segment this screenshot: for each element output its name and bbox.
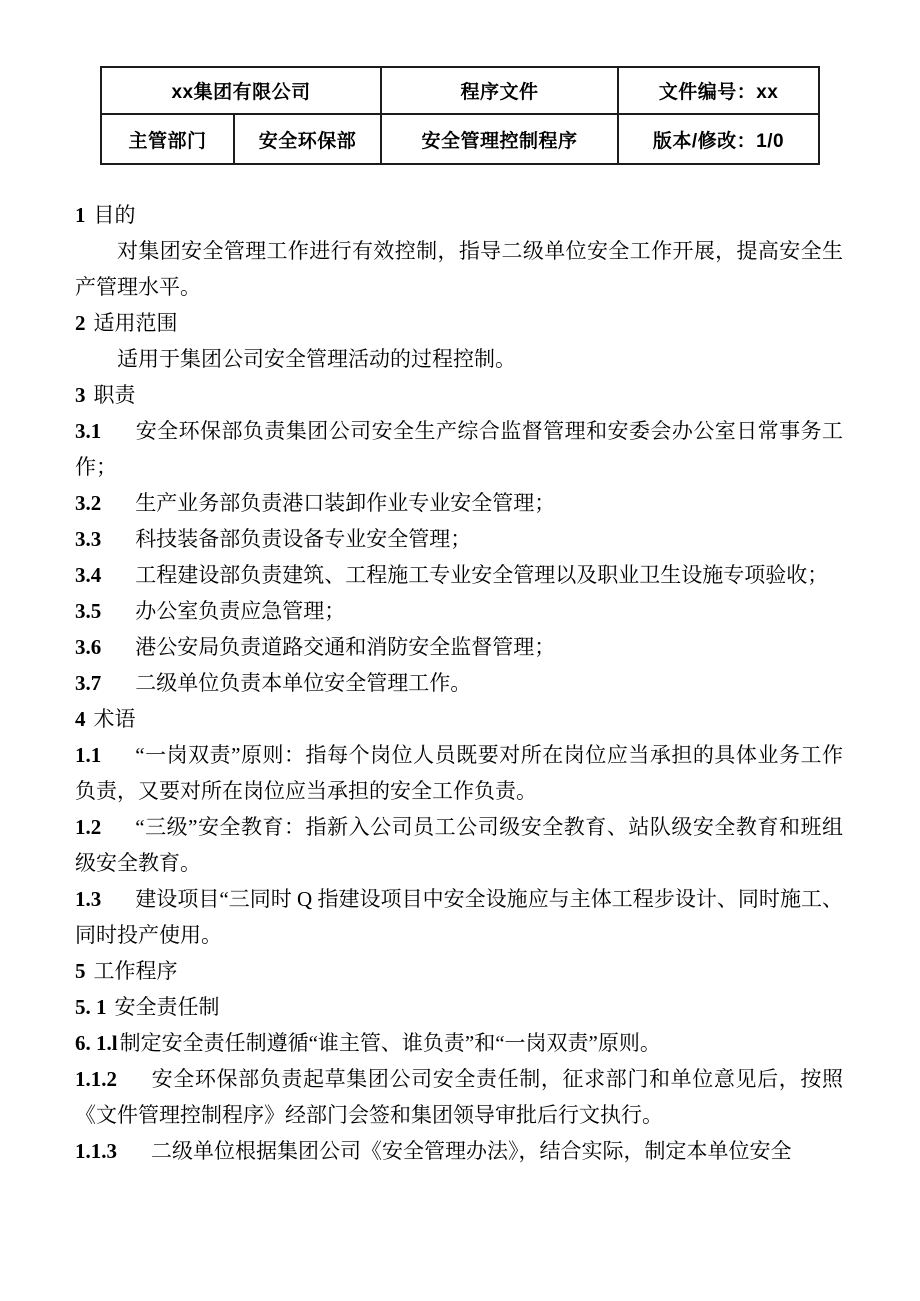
section-heading bbox=[75, 953, 843, 989]
paragraph-text: 适用于集团公司安全管理活动的过程控制。 bbox=[117, 347, 516, 371]
paragraph bbox=[75, 737, 843, 809]
paragraph-text: 安全责任制 bbox=[114, 995, 220, 1019]
dept-name-cell: 安全环保部 bbox=[234, 114, 381, 164]
paragraph bbox=[75, 1025, 843, 1061]
paragraph-text: 二级单位根据集团公司《安全管理办法》，结合实际，制定本单位安全 bbox=[151, 1139, 792, 1163]
paragraph bbox=[75, 881, 843, 953]
paragraph bbox=[75, 413, 843, 485]
paragraph-text: 安全环保部负责集团公司安全生产综合监督管理和安委会办公室日常事务工作； bbox=[75, 419, 843, 479]
paragraph bbox=[75, 233, 843, 305]
dept-label-cell: 主管部门 bbox=[101, 114, 234, 164]
paragraph bbox=[75, 809, 843, 881]
paragraph-text: 制定安全责任制遵循“谁主管、谁负责”和“一岗双责”原则。 bbox=[119, 1031, 661, 1055]
paragraph bbox=[75, 665, 843, 701]
paragraph bbox=[75, 1061, 843, 1133]
section-heading bbox=[75, 701, 843, 737]
paragraph-text: 二级单位负责本单位安全管理工作。 bbox=[135, 671, 472, 695]
section-heading bbox=[75, 377, 843, 413]
paragraph-text: 安全环保部负责起草集团公司安全责任制，征求部门和单位意见后，按照《文件管理控制程序》经部门会签和集团领导审批后行文执行。 bbox=[75, 1067, 843, 1127]
doc-version-cell: 版本/修改：1/0 bbox=[618, 114, 819, 164]
section-number: 3 bbox=[75, 383, 86, 407]
paragraph bbox=[75, 557, 843, 593]
paragraph bbox=[75, 521, 843, 557]
section-number: 3.5 bbox=[75, 599, 102, 623]
section-number: 3.3 bbox=[75, 527, 102, 551]
doc-type-cell: 程序文件 bbox=[381, 67, 618, 114]
company-name-cell: xx集团有限公司 bbox=[101, 67, 381, 114]
paragraph-text: “三级”安全教育：指新入公司员工公司级安全教育、站队级安全教育和班组级安全教育。 bbox=[75, 815, 843, 875]
paragraph-text: 目的 bbox=[93, 203, 136, 227]
paragraph bbox=[75, 593, 843, 629]
section-number: 3.7 bbox=[75, 671, 102, 695]
section-number: 5 bbox=[75, 959, 86, 983]
paragraph bbox=[75, 341, 843, 377]
document-header-table bbox=[100, 66, 820, 165]
section-number: 6. 1.l bbox=[75, 1031, 118, 1055]
section-number: 4 bbox=[75, 707, 86, 731]
doc-title-cell: 安全管理控制程序 bbox=[381, 114, 618, 164]
document-body bbox=[75, 197, 843, 1169]
section-heading bbox=[75, 305, 843, 341]
doc-number-cell: 文件编号：xx bbox=[618, 67, 819, 114]
section-heading bbox=[75, 989, 843, 1025]
paragraph bbox=[75, 485, 843, 521]
paragraph-text: 适用范围 bbox=[93, 311, 178, 335]
paragraph-text: 工程建设部负责建筑、工程施工专业安全管理以及职业卫生设施专项验收； bbox=[135, 563, 829, 587]
section-number: 1.1 bbox=[75, 743, 102, 767]
paragraph bbox=[75, 1133, 843, 1169]
section-number: 1 bbox=[75, 203, 86, 227]
header-table-row-2 bbox=[101, 114, 819, 164]
section-heading bbox=[75, 197, 843, 233]
section-number: 1.3 bbox=[75, 887, 102, 911]
header-table-row-1 bbox=[101, 67, 819, 114]
paragraph-text: 办公室负责应急管理； bbox=[135, 599, 346, 623]
paragraph-text: 工作程序 bbox=[93, 959, 178, 983]
paragraph-text: 职责 bbox=[93, 383, 136, 407]
paragraph-text: 港公安局负责道路交通和消防安全监督管理； bbox=[135, 635, 556, 659]
paragraph-text: “一岗双责”原则：指每个岗位人员既要对所在岗位应当承担的具体业务工作负责，又要对所在岗位应当承担的安全工作负责。 bbox=[75, 743, 843, 803]
section-number: 3.4 bbox=[75, 563, 102, 587]
section-number: 3.1 bbox=[75, 419, 102, 443]
section-number: 1.2 bbox=[75, 815, 102, 839]
section-number: 3.2 bbox=[75, 491, 102, 515]
paragraph-text: 生产业务部负责港口装卸作业专业安全管理； bbox=[135, 491, 556, 515]
section-number: 2 bbox=[75, 311, 86, 335]
paragraph bbox=[75, 629, 843, 665]
paragraph-text: 科技装备部负责设备专业安全管理； bbox=[135, 527, 472, 551]
section-number: 5. 1 bbox=[75, 995, 107, 1019]
section-number: 1.1.2 bbox=[75, 1067, 117, 1091]
paragraph-text: 术语 bbox=[93, 707, 136, 731]
paragraph-text: 对集团安全管理工作进行有效控制，指导二级单位安全工作开展，提高安全生产管理水平。 bbox=[75, 239, 843, 299]
section-number: 1.1.3 bbox=[75, 1139, 117, 1163]
section-number: 3.6 bbox=[75, 635, 102, 659]
paragraph-text: 建设项目“三同时 Q 指建设项目中安全设施应与主体工程步设计、同时施工、同时投产使用。 bbox=[75, 887, 843, 947]
